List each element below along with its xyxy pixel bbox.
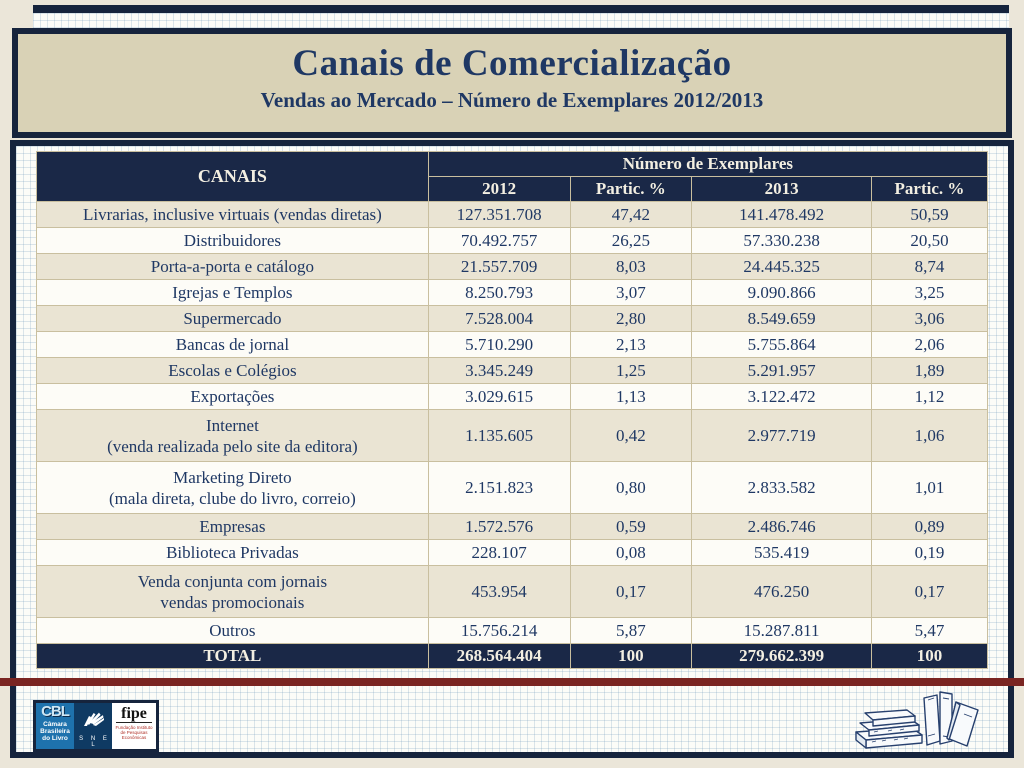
- value-cell: 2.833.582: [692, 462, 872, 514]
- value-cell: 50,59: [871, 202, 987, 228]
- value-cell: 8,74: [871, 254, 987, 280]
- canal-cell: Livrarias, inclusive virtuais (vendas diretas): [37, 202, 429, 228]
- table-row: [37, 514, 988, 540]
- canal-cell: Marketing Direto (mala direta, clube do livro, correio): [37, 462, 429, 514]
- total-partic-2012: 100: [570, 644, 692, 669]
- value-cell: 2.486.746: [692, 514, 872, 540]
- table-row: [37, 358, 988, 384]
- fipe-caption: Fundação Instituto de Pesquisas Econômicas: [115, 725, 153, 740]
- value-cell: 2.151.823: [428, 462, 570, 514]
- value-cell: 141.478.492: [692, 202, 872, 228]
- value-cell: 2.977.719: [692, 410, 872, 462]
- value-cell: 3,07: [570, 280, 692, 306]
- value-cell: 3.029.615: [428, 384, 570, 410]
- value-cell: 47,42: [570, 202, 692, 228]
- value-cell: 3.345.249: [428, 358, 570, 384]
- value-cell: 3,06: [871, 306, 987, 332]
- total-partic-2013: 100: [871, 644, 987, 669]
- value-cell: 1,01: [871, 462, 987, 514]
- value-cell: 24.445.325: [692, 254, 872, 280]
- value-cell: 20,50: [871, 228, 987, 254]
- fipe-wordmark: fipe: [116, 705, 152, 723]
- value-cell: 453.954: [428, 566, 570, 618]
- value-cell: 9.090.866: [692, 280, 872, 306]
- table-row: [37, 384, 988, 410]
- snel-fan-icon: [80, 706, 106, 730]
- value-cell: 1,89: [871, 358, 987, 384]
- value-cell: 2,13: [570, 332, 692, 358]
- canal-cell: Distribuidores: [37, 228, 429, 254]
- canal-cell: Exportações: [37, 384, 429, 410]
- value-cell: 8,03: [570, 254, 692, 280]
- top-divider-rule: [33, 5, 1009, 13]
- books-illustration: [848, 686, 993, 757]
- value-cell: 1.572.576: [428, 514, 570, 540]
- partner-logos: [33, 700, 159, 752]
- title-box: [12, 28, 1012, 138]
- value-cell: 5.710.290: [428, 332, 570, 358]
- sales-table: [36, 151, 988, 669]
- value-cell: 476.250: [692, 566, 872, 618]
- col-header-2012: 2012: [428, 177, 570, 202]
- table-row: [37, 332, 988, 358]
- value-cell: 1,06: [871, 410, 987, 462]
- table-row: [37, 306, 988, 332]
- canais-column-header: CANAIS: [37, 152, 429, 202]
- value-cell: 21.557.709: [428, 254, 570, 280]
- value-cell: 3,25: [871, 280, 987, 306]
- value-cell: 1,13: [570, 384, 692, 410]
- table-body: [37, 202, 988, 644]
- value-cell: 5,87: [570, 618, 692, 644]
- cbl-logo: [36, 703, 74, 749]
- value-cell: 26,25: [570, 228, 692, 254]
- value-cell: 3.122.472: [692, 384, 872, 410]
- value-cell: 1.135.605: [428, 410, 570, 462]
- total-2012: 268.564.404: [428, 644, 570, 669]
- snel-wordmark: S N E L: [79, 736, 110, 748]
- value-cell: 0,42: [570, 410, 692, 462]
- canal-cell: Bancas de jornal: [37, 332, 429, 358]
- col-header-2013: 2013: [692, 177, 872, 202]
- fipe-logo: [112, 703, 156, 749]
- value-cell: 7.528.004: [428, 306, 570, 332]
- table-row: [37, 202, 988, 228]
- value-cell: 2,80: [570, 306, 692, 332]
- table-row: [37, 618, 988, 644]
- value-cell: 0,80: [570, 462, 692, 514]
- value-cell: 5.291.957: [692, 358, 872, 384]
- value-cell: 2,06: [871, 332, 987, 358]
- value-cell: 5.755.864: [692, 332, 872, 358]
- value-cell: 535.419: [692, 540, 872, 566]
- value-cell: 15.287.811: [692, 618, 872, 644]
- value-cell: 127.351.708: [428, 202, 570, 228]
- total-label: TOTAL: [37, 644, 429, 669]
- value-cell: 57.330.238: [692, 228, 872, 254]
- cbl-wordmark: CBL: [41, 703, 69, 720]
- table-row: [37, 228, 988, 254]
- value-cell: 0,59: [570, 514, 692, 540]
- table-row: [37, 280, 988, 306]
- value-cell: 0,19: [871, 540, 987, 566]
- table-row: [37, 410, 988, 462]
- group-header: Número de Exemplares: [428, 152, 987, 177]
- table-row: [37, 462, 988, 514]
- value-cell: 5,47: [871, 618, 987, 644]
- value-cell: 1,25: [570, 358, 692, 384]
- canal-cell: Internet (venda realizada pelo site da editora): [37, 410, 429, 462]
- page-subtitle: Vendas ao Mercado – Número de Exemplares 2012/2013: [260, 88, 764, 113]
- value-cell: 228.107: [428, 540, 570, 566]
- value-cell: 0,17: [871, 566, 987, 618]
- canal-cell: Empresas: [37, 514, 429, 540]
- col-header-partic-2012: Partic. %: [570, 177, 692, 202]
- value-cell: 0,08: [570, 540, 692, 566]
- canal-cell: Porta-a-porta e catálogo: [37, 254, 429, 280]
- cbl-caption: Câmara Brasileira do Livro: [40, 721, 70, 742]
- content-frame: [10, 140, 1014, 758]
- canal-cell: Igrejas e Templos: [37, 280, 429, 306]
- table-row: [37, 254, 988, 280]
- table-row: [37, 540, 988, 566]
- canal-cell: Venda conjunta com jornais vendas promocionais: [37, 566, 429, 618]
- snel-logo: [74, 703, 112, 749]
- value-cell: 8.549.659: [692, 306, 872, 332]
- value-cell: 0,89: [871, 514, 987, 540]
- value-cell: 8.250.793: [428, 280, 570, 306]
- footer-divider-rule: [0, 678, 1024, 686]
- canal-cell: Outros: [37, 618, 429, 644]
- col-header-partic-2013: Partic. %: [871, 177, 987, 202]
- total-2013: 279.662.399: [692, 644, 872, 669]
- total-row: [37, 644, 988, 669]
- canal-cell: Biblioteca Privadas: [37, 540, 429, 566]
- group-header-row: [37, 152, 988, 177]
- value-cell: 70.492.757: [428, 228, 570, 254]
- table-row: [37, 566, 988, 618]
- page-title: Canais de Comercialização: [292, 43, 732, 84]
- canal-cell: Supermercado: [37, 306, 429, 332]
- value-cell: 1,12: [871, 384, 987, 410]
- value-cell: 15.756.214: [428, 618, 570, 644]
- canal-cell: Escolas e Colégios: [37, 358, 429, 384]
- value-cell: 0,17: [570, 566, 692, 618]
